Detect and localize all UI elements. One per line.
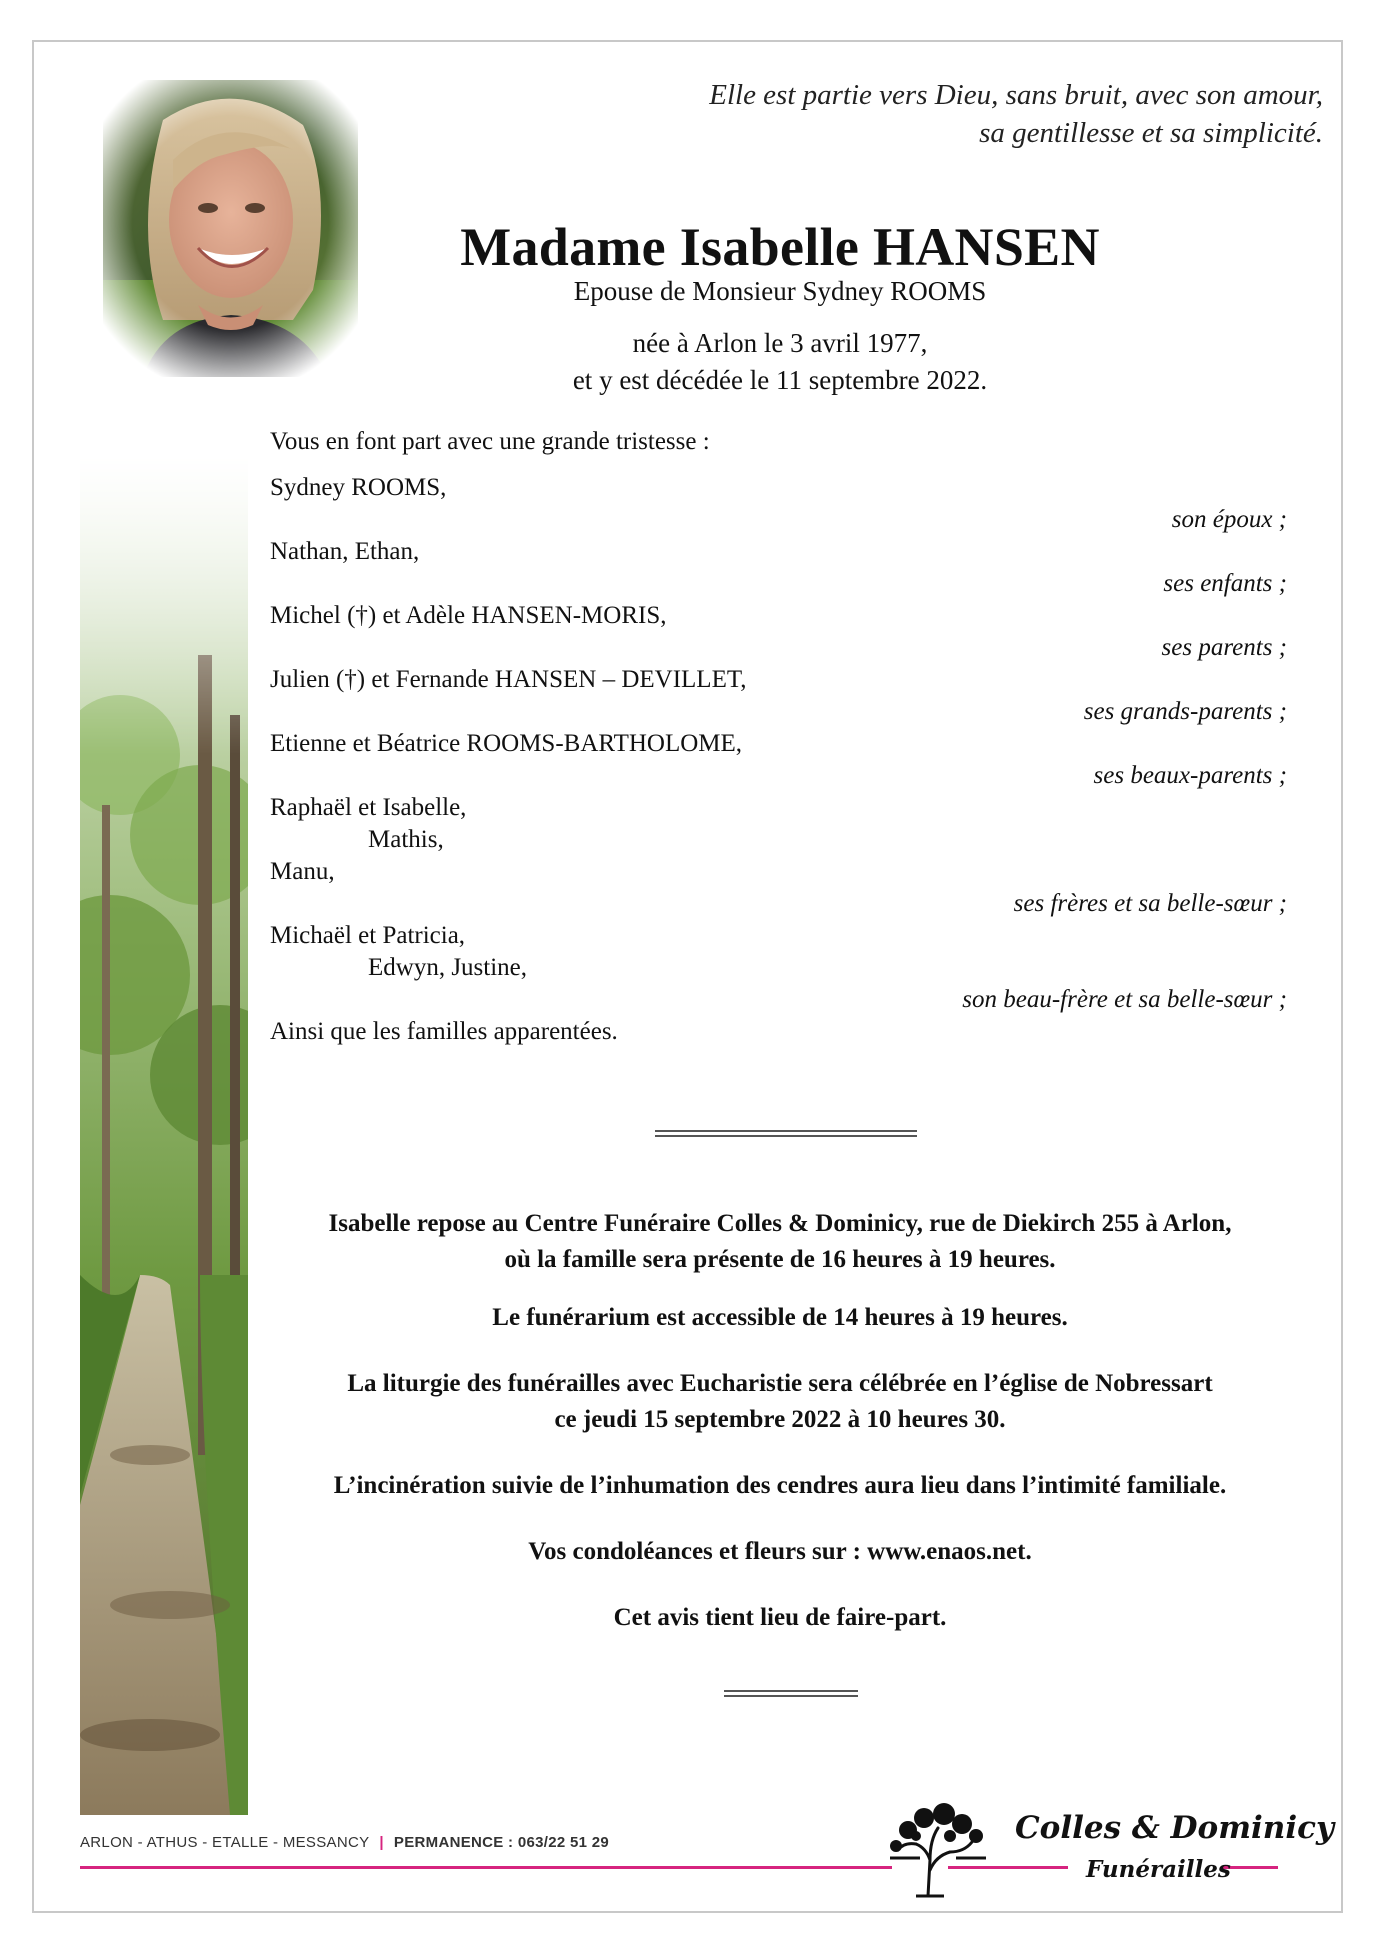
separator-rule [655, 1130, 917, 1137]
footer-permanence: PERMANENCE : 063/22 51 29 [393, 1834, 609, 1851]
info-paragraph-notice: Cet avis tient lieu de faire-part. [613, 1604, 947, 1631]
footer-separator: | [379, 1834, 384, 1851]
memorial-quote [563, 76, 1323, 152]
info-line: Isabelle repose au Centre Funéraire Colles & Dominicy, rue de Diekirch 255 à Arlon, [328, 1210, 1232, 1237]
relation-label: ses parents ; [1161, 634, 1287, 661]
relation-label: ses grands-parents ; [1083, 698, 1287, 725]
forest-path-image [80, 455, 248, 1815]
portrait-photo [103, 80, 358, 377]
family-line: Sydney ROOMS, [270, 474, 447, 501]
family-line: Edwyn, Justine, [368, 954, 528, 981]
quote-line-1: Elle est partie vers Dieu, sans bruit, avec son amour, [709, 79, 1323, 111]
info-paragraph-funerarium: Le funérarium est accessible de 14 heures à 19 heures. [492, 1304, 1068, 1331]
family-line: Manu, [270, 858, 335, 885]
family-line: Ainsi que les familles apparentées. [270, 1018, 618, 1045]
info-line: ce jeudi 15 septembre 2022 à 10 heures 30. [554, 1406, 1006, 1433]
family-line: Mathis, [368, 826, 444, 853]
footer-locations: ARLON - ATHUS - ETALLE - MESSANCY [80, 1834, 370, 1851]
family-line: Michaël et Patricia, [270, 922, 466, 949]
separator-rule [724, 1690, 858, 1697]
footer-contact [80, 1834, 609, 1851]
info-paragraph-repose [240, 1206, 1320, 1278]
info-paragraph-liturgy [240, 1366, 1320, 1438]
relation-label: ses frères et sa belle-sœur ; [1013, 890, 1287, 917]
family-line: Nathan, Ethan, [270, 538, 420, 565]
relation-label: son beau-frère et sa belle-sœur ; [962, 986, 1287, 1013]
footer-accent-line [80, 1866, 892, 1869]
relation-label: ses beaux-parents ; [1093, 762, 1287, 789]
logo-tagline: Funérailles [1086, 1856, 1231, 1883]
info-line: La liturgie des funérailles avec Eucharistie sera célébrée en l’église de Nobressart [347, 1370, 1213, 1397]
death-line: et y est décédée le 11 septembre 2022. [572, 365, 988, 395]
quote-line-2: sa gentillesse et sa simplicité. [979, 117, 1323, 149]
family-line: Julien (†) et Fernande HANSEN – DEVILLET, [270, 666, 747, 693]
logo-company-name: Colles & Dominicy [1015, 1810, 1334, 1846]
deceased-name: Madame Isabelle HANSEN [460, 217, 1100, 277]
info-line: où la famille sera présente de 16 heures à 19 heures. [504, 1246, 1056, 1273]
info-paragraph-cremation: L’incinération suivie de l’inhumation des cendres aura lieu dans l’intimité familiale. [333, 1472, 1227, 1499]
birth-line: née à Arlon le 3 avril 1977, [632, 328, 928, 358]
info-paragraph-condolences: Vos condoléances et fleurs sur : www.enaos.net. [528, 1538, 1032, 1565]
tree-logo-icon [886, 1800, 992, 1898]
family-line: Etienne et Béatrice ROOMS-BARTHOLOME, [270, 730, 743, 757]
relation-label: ses enfants ; [1163, 570, 1287, 597]
birth-death-dates [420, 325, 1140, 399]
announcement-intro: Vous en font part avec une grande tristesse : [270, 428, 710, 455]
family-line: Michel (†) et Adèle HANSEN-MORIS, [270, 602, 667, 629]
family-line: Raphaël et Isabelle, [270, 794, 467, 821]
spouse-line: Epouse de Monsieur Sydney ROOMS [573, 276, 987, 306]
relation-label: son époux ; [1171, 506, 1287, 533]
